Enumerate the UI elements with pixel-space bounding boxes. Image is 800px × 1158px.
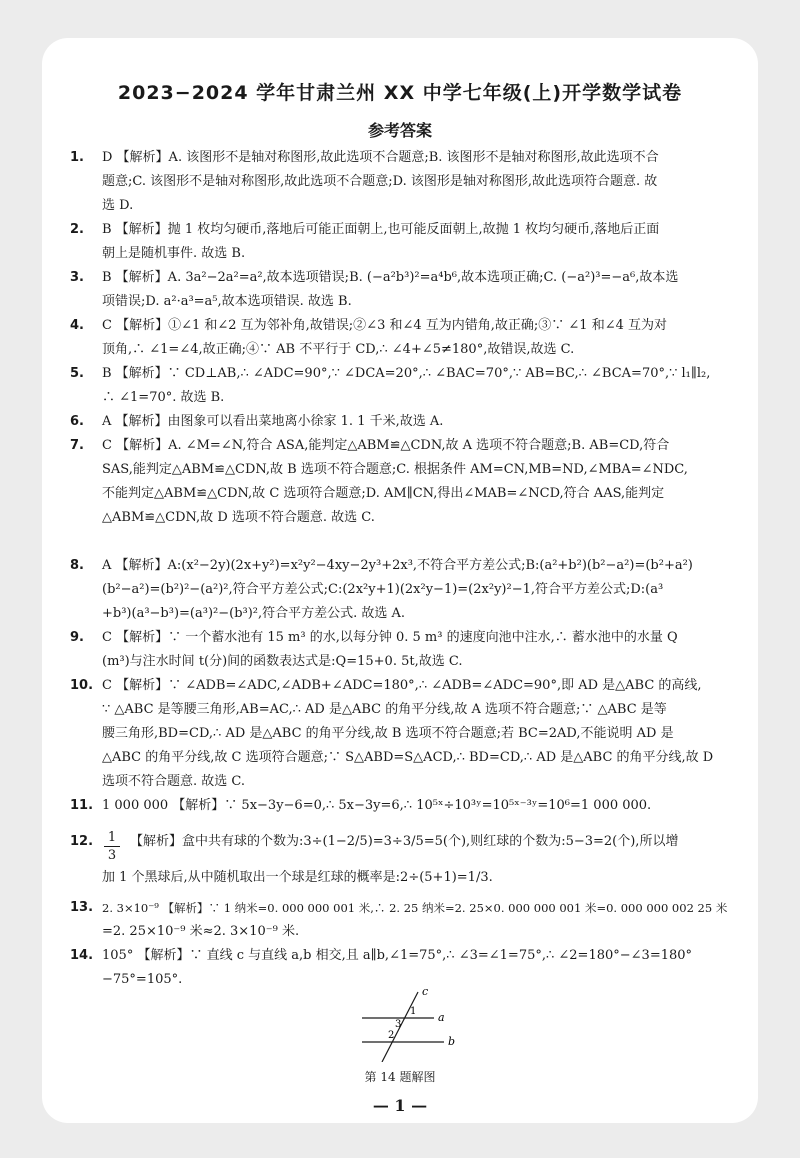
page-title: 2023−2024 学年甘肃兰州 XX 中学七年级(上)开学数学试卷 [117,82,683,104]
answer-line: A 【解析】A:(x²−2y)(2x+y²)=x²y²−4xy−2y³+2x³,不符合平方差公式;B:(a²+b²)(b²−a²)=(b²+a²) [102,558,693,573]
answer-number: 11. [70,798,94,813]
answer-number: 10. [70,678,94,693]
answer-number: 1. [70,150,84,165]
answer-number: 14. [70,948,94,963]
figure-14-diagram [360,986,470,1062]
figure-caption: 第 14 题解图 [364,1070,436,1084]
answer-line: C 【解析】∵ ∠ADB=∠ADC,∠ADB+∠ADC=180°,∴ ∠ADB=∠ADC=90°,即 AD 是△ABC 的高线, [102,678,702,693]
answer-number: 6. [70,414,84,429]
answer-line: C 【解析】A. ∠M=∠N,符合 ASA,能判定△ABM≌△CDN,故 A 选项不符合题意;B. AB=CD,符合 [102,438,670,453]
answer-number: 8. [70,558,84,573]
answer-line: A 【解析】由图象可以看出菜地离小徐家 1. 1 千米,故选 A. [102,414,444,429]
page-number: — 1 — [372,1096,428,1115]
page-subtitle: 参考答案 [367,121,432,140]
answer-line: 选项不符合题意. 故选 C. [102,774,246,789]
answer-line: 【解析】盒中共有球的个数为:3÷(1−2/5)=3÷3/5=5(个),则红球的个数为:5−3=2(个),所以增 [130,834,679,849]
answer-number: 2. [70,222,84,237]
answer-line: (m³)与注水时间 t(分)间的函数表达式是:Q=15+0. 5t,故选 C. [102,654,463,669]
label-angle-1: 1 [410,1006,417,1017]
label-angle-2: 2 [388,1030,395,1041]
label-c: c [422,986,429,998]
answer-line: D 【解析】A. 该图形不是轴对称图形,故此选项不合题意;B. 该图形不是轴对称图形,故此选项不合 [102,150,659,165]
answer-line: C 【解析】①∠1 和∠2 互为邻补角,故错误;②∠3 和∠4 互为内错角,故正确;③∵ ∠1 和∠4 互为对 [102,318,668,333]
answer-line: −75°=105°. [102,972,183,987]
answer-line: B 【解析】A. 3a²−2a²=a²,故本选项错误;B. (−a²b³)²=a⁴b⁶,故本选项正确;C. (−a²)³=−a⁶,故本选 [102,270,679,285]
answer-line: 105° 【解析】∵ 直线 c 与直线 a,b 相交,且 a∥b,∠1=75°,∴ ∠3=∠1=75°,∴ ∠2=180°−∠3=180° [102,948,693,963]
answer-line: 不能判定△ABM≌△CDN,故 C 选项符合题意;D. AM∥CN,得出∠MAB=∠NCD,符合 AAS,能判定 [102,486,665,501]
answer-line: SAS,能判定△ABM≌△CDN,故 B 选项不符合题意;C. 根据条件 AM=CN,MB=ND,∠MBA=∠NDC, [102,462,688,477]
answer-line: 1 000 000 【解析】∵ 5x−3y−6=0,∴ 5x−3y=6,∴ 10⁵ˣ÷10³ʸ=10⁵ˣ⁻³ʸ=10⁶=1 000 000. [102,798,652,813]
answer-number: 13. [70,900,94,915]
label-b: b [448,1035,456,1048]
label-a: a [438,1011,445,1024]
answer-line: 顶角,∴ ∠1=∠4,故正确;④∵ AB 不平行于 CD,∴ ∠4+∠5≠180°,故错误,故选 C. [102,342,575,357]
answer-sheet [42,38,758,1123]
answer-number: 4. [70,318,84,333]
answer-line: (b²−a²)=(b²)²−(a²)²,符合平方差公式;C:(2x²y+1)(2x²y−1)=(2x²y)²−1,符合平方差公式;D:(a³ [102,582,664,597]
answer-line: B 【解析】∵ CD⊥AB,∴ ∠ADC=90°,∵ ∠DCA=20°,∴ ∠BAC=70°,∵ AB=BC,∴ ∠BCA=70°,∵ l₁∥l₂, [102,366,711,381]
answer-line: △ABC 的角平分线,故 C 选项符合题意;∵ S△ABD=S△ACD,∴ BD=CD,∴ AD 是△ABC 的角平分线,故 D [102,750,714,765]
answer-number: 9. [70,630,84,645]
answer-line: ∵ △ABC 是等腰三角形,AB=AC,∴ AD 是△ABC 的角平分线,故 A 选项不符合题意;∵ △ABC 是等 [102,702,667,717]
fraction-numerator: 1 [107,830,117,845]
answer-line: 2. 3×10⁻⁹ 【解析】∵ 1 纳米=0. 000 000 001 米,∴ 2. 25 纳米=2. 25×0. 000 000 001 米=0. 000 000 002 25 米 [102,901,728,915]
answer-line: 腰三角形,BD=CD,∴ AD 是△ABC 的角平分线,故 B 选项不符合题意;若 BC=2AD,不能说明 AD 是 [102,726,674,741]
answer-number: 3. [70,270,84,285]
answer-line: +b³)(a³−b³)=(a³)²−(b³)²,符合平方差公式. 故选 A. [102,606,406,621]
answer-line: 选 D. [102,198,134,213]
answer-line: 项错误;D. a²·a³=a⁵,故本选项错误. 故选 B. [102,294,352,309]
answer-line: 朝上是随机事件. 故选 B. [102,246,246,261]
answer-line: =2. 25×10⁻⁹ 米≈2. 3×10⁻⁹ 米. [102,924,300,939]
answer-line: B 【解析】抛 1 枚均匀硬币,落地后可能正面朝上,也可能反面朝上,故抛 1 枚均匀硬币,落地后正面 [102,222,660,237]
fraction-denominator: 3 [107,848,117,863]
fraction-bar [104,846,120,847]
answer-line: 加 1 个黑球后,从中随机取出一个球是红球的概率是:2÷(5+1)=1/3. [102,870,493,885]
answer-fraction [102,830,122,863]
answer-line: 题意;C. 该图形不是轴对称图形,故此选项不合题意;D. 该图形是轴对称图形,故此选项符合题意. 故 [102,174,658,189]
answer-number: 7. [70,438,84,453]
answer-number: 5. [70,366,84,381]
answer-number: 12. [70,834,94,849]
answer-line: C 【解析】∵ 一个蓄水池有 15 m³ 的水,以每分钟 0. 5 m³ 的速度向池中注水,∴ 蓄水池中的水量 Q [102,630,678,645]
answer-line: △ABM≌△CDN,故 D 选项不符合题意. 故选 C. [102,510,375,525]
answer-line: ∴ ∠1=70°. 故选 B. [102,390,225,405]
label-angle-3: 3 [395,1019,402,1030]
